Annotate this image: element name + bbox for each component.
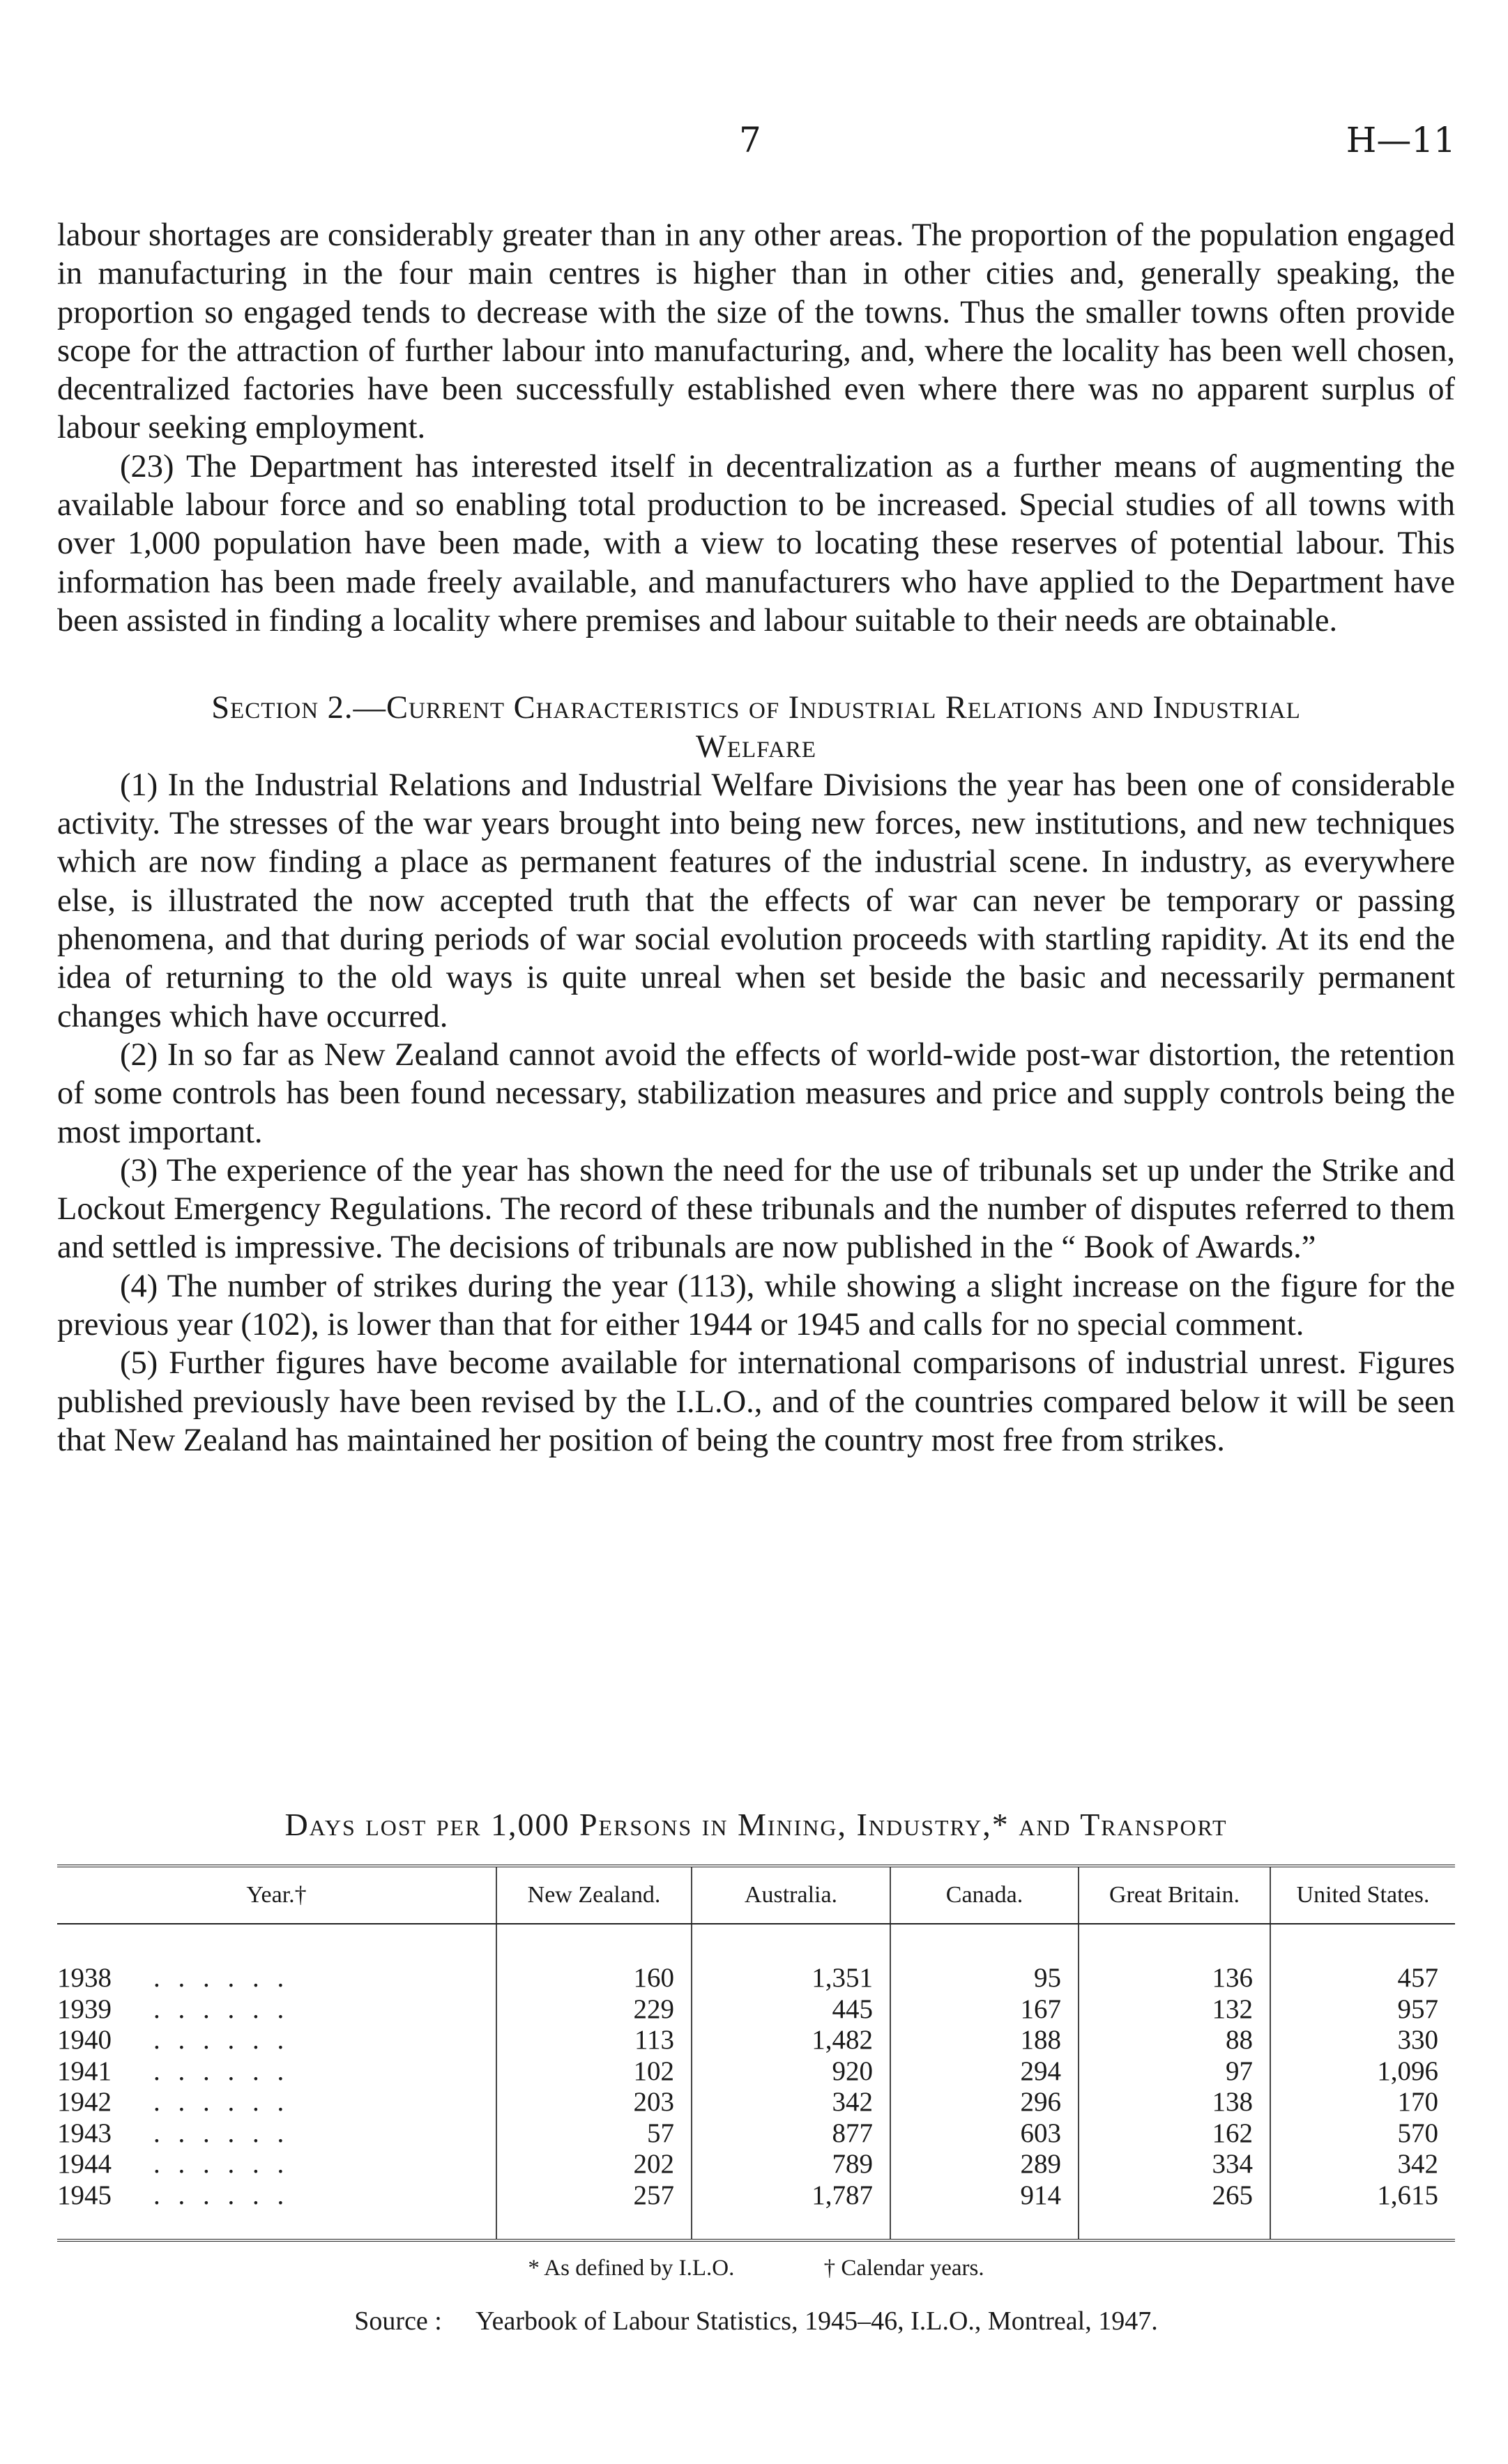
footnote-star: * As defined by I.L.O.	[528, 2256, 735, 2281]
year-label: 1945	[57, 2180, 112, 2210]
table-cell: 445	[692, 1994, 890, 2026]
table-cell: 162	[1079, 2118, 1270, 2150]
table-header-row	[57, 1866, 1455, 1924]
page-number: 7	[739, 120, 761, 160]
table-cell: 229	[496, 1994, 692, 2026]
table-row	[57, 2180, 1455, 2241]
table-cell: 113	[496, 2025, 692, 2056]
table-cell: 188	[890, 2025, 1079, 2056]
dot-leader: . . . . . .	[153, 2025, 290, 2055]
section-heading	[57, 689, 1455, 766]
table-cell: 167	[890, 1994, 1079, 2026]
table-row	[57, 2087, 1455, 2118]
table-cell: 877	[692, 2118, 890, 2150]
table-cell: 1,787	[692, 2180, 890, 2241]
footnote-dagger: † Calendar years.	[823, 2256, 984, 2281]
strike-days-table	[57, 1865, 1455, 2242]
table-cell: 957	[1270, 1994, 1455, 2026]
source-text: Yearbook of Labour Statistics, 1945–46, I.L.O., Montreal, 1947.	[475, 2306, 1158, 2336]
table-cell: 570	[1270, 2118, 1455, 2150]
table-block	[57, 1805, 1455, 2336]
table-cell: 138	[1079, 2087, 1270, 2118]
table-source	[57, 2306, 1455, 2336]
column-header: New Zealand.	[496, 1866, 692, 1924]
table-row	[57, 2149, 1455, 2180]
year-label: 1944	[57, 2149, 112, 2179]
table-row	[57, 1924, 1455, 1994]
table-cell: 257	[496, 2180, 692, 2241]
year-label: 1938	[57, 1963, 112, 1993]
table-cell: 97	[1079, 2056, 1270, 2088]
dot-leader: . . . . . .	[153, 2180, 290, 2210]
table-cell: 289	[890, 2149, 1079, 2180]
section-paragraph-3: (3) The experience of the year has shown the need for the use of tribunals set up under the Strike and Lockout Emergency Regulations. The record of these tribunals and the number of disputes referred to them and settled is impressive. The decisions of tribunals are now published in the “ Book of Awards.”	[57, 1152, 1455, 1266]
table-cell: 789	[692, 2149, 890, 2180]
section-heading-line1: Section 2.—Current Characteristics of Industrial Relations and Industrial	[211, 690, 1301, 726]
table-cell: 1,482	[692, 2025, 890, 2056]
source-label: Source :	[354, 2306, 442, 2336]
dot-leader: . . . . . .	[153, 2149, 290, 2179]
table-cell-year	[57, 2025, 496, 2056]
table-cell: 1,351	[692, 1924, 890, 1994]
table-cell: 136	[1079, 1924, 1270, 1994]
section-paragraph-5: (5) Further figures have become available for international comparisons of industrial unrest. Figures published previously have been revised by the I.L.O., and of the countries compared below it will be seen that New Zealand has maintained her position of being the country most free from strikes.	[57, 1345, 1455, 1458]
table-cell-year	[57, 2180, 496, 2241]
table-cell: 342	[1270, 2149, 1455, 2180]
table-cell: 160	[496, 1924, 692, 1994]
section-heading-line2: Welfare	[695, 728, 817, 765]
table-cell-year	[57, 2056, 496, 2088]
paragraph-23: (23) The Department has interested itself in decentralization as a further means of augmenting the available labour force and so enabling total production to be increased. Special studies of all towns with over 1,000 population have been made, with a view to locating these reserves of potential labour. This information has been made freely available, and manufacturers who have applied to the Department have been assisted in finding a locality where premises and labour suitable to their needs are obtainable.	[57, 448, 1455, 638]
table-row	[57, 2025, 1455, 2056]
document-code: H—11	[1346, 120, 1456, 160]
section-paragraph-2: (2) In so far as New Zealand cannot avoid the effects of world-wide post-war distortion, the retention of some controls has been found necessary, stabilization measures and price and supply controls being the most important.	[57, 1036, 1455, 1150]
table-cell: 203	[496, 2087, 692, 2118]
table-cell-year	[57, 1994, 496, 2026]
column-header: Great Britain.	[1079, 1866, 1270, 1924]
year-label: 1939	[57, 1994, 112, 2024]
table-row	[57, 2118, 1455, 2150]
table-cell: 294	[890, 2056, 1079, 2088]
column-header: United States.	[1270, 1866, 1455, 1924]
table-cell: 202	[496, 2149, 692, 2180]
table-cell: 330	[1270, 2025, 1455, 2056]
table-cell-year	[57, 2087, 496, 2118]
dot-leader: . . . . . .	[153, 2087, 290, 2117]
dot-leader: . . . . . .	[153, 2118, 290, 2148]
table-cell: 296	[890, 2087, 1079, 2118]
dot-leader: . . . . . .	[153, 1994, 290, 2024]
table-cell: 1,615	[1270, 2180, 1455, 2241]
table-cell: 457	[1270, 1924, 1455, 1994]
year-label: 1942	[57, 2087, 112, 2117]
table-footnotes	[57, 2256, 1455, 2281]
table-cell: 342	[692, 2087, 890, 2118]
table-cell-year	[57, 2118, 496, 2150]
paragraph-continued: labour shortages are considerably greater than in any other areas. The proportion of the population engaged in manufacturing in the four main centres is higher than in other cities and, generally speaking, the proportion so engaged tends to decrease with the size of the towns. Thus the smaller towns often provide scope for the attraction of further labour into manufacturing, and, where the locality has been well chosen, decentralized factories have been successfully established even where there was no apparent surplus of labour seeking employment.	[57, 217, 1455, 446]
table-cell-year	[57, 2149, 496, 2180]
year-label: 1940	[57, 2025, 112, 2055]
table-cell: 132	[1079, 1994, 1270, 2026]
column-header: Australia.	[692, 1866, 890, 1924]
table-cell: 265	[1079, 2180, 1270, 2241]
table-row	[57, 2056, 1455, 2088]
body-text	[57, 216, 1455, 1460]
table-cell: 1,096	[1270, 2056, 1455, 2088]
table-cell: 334	[1079, 2149, 1270, 2180]
dot-leader: . . . . . .	[153, 1963, 290, 1993]
table-title: Days lost per 1,000 Persons in Mining, Industry,* and Transport	[284, 1807, 1228, 1842]
column-header: Canada.	[890, 1866, 1079, 1924]
table-cell: 57	[496, 2118, 692, 2150]
table-cell: 920	[692, 2056, 890, 2088]
table-cell: 95	[890, 1924, 1079, 1994]
table-cell: 603	[890, 2118, 1079, 2150]
table-cell: 170	[1270, 2087, 1455, 2118]
table-row	[57, 1994, 1455, 2026]
page-header	[0, 120, 1508, 169]
column-header: Year.†	[57, 1866, 496, 1924]
section-paragraph-1: (1) In the Industrial Relations and Industrial Welfare Divisions the year has been one of considerable activity. The stresses of the war years brought into being new forces, new institutions, and new techniques which are now finding a place as permanent features of the industrial scene. In industry, as everywhere else, is illustrated the now accepted truth that the effects of war can never be temporary or passing phenomena, and that during periods of war social evolution proceeds with startling rapidity. At its end the idea of returning to the old ways is quite unreal when set beside the basic and necessarily permanent changes which have occurred.	[57, 767, 1455, 1034]
table-cell: 88	[1079, 2025, 1270, 2056]
section-paragraph-4: (4) The number of strikes during the year (113), while showing a slight increase on the figure for the previous year (102), is lower than that for either 1944 or 1945 and calls for no special comment.	[57, 1268, 1455, 1343]
year-label: 1943	[57, 2118, 112, 2148]
table-cell-year	[57, 1924, 496, 1994]
table-cell: 102	[496, 2056, 692, 2088]
dot-leader: . . . . . .	[153, 2056, 290, 2086]
year-label: 1941	[57, 2056, 112, 2086]
table-cell: 914	[890, 2180, 1079, 2241]
